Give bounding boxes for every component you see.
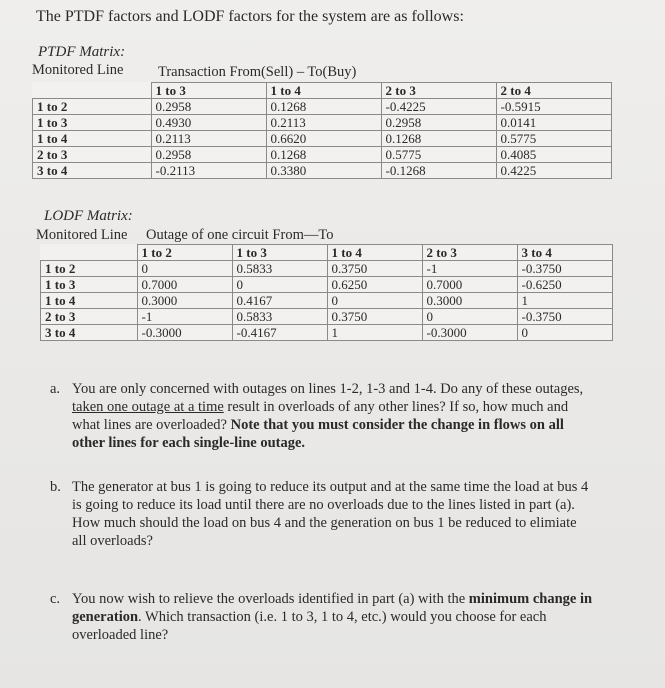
question-c-letter: c.	[50, 591, 61, 607]
ptdf-row-header: 1 to 4	[33, 131, 152, 147]
lodf-cell: -0.3000	[137, 325, 232, 341]
lodf-cell: 0.4167	[232, 293, 327, 309]
lodf-cell: 0.7000	[422, 277, 517, 293]
question-c-line3: overloaded line?	[72, 627, 169, 643]
lodf-outage-label: Outage of one circuit From—To	[146, 227, 334, 243]
lodf-cell: 0.3000	[137, 293, 232, 309]
lodf-cell: -1	[422, 261, 517, 277]
question-a-line4	[72, 434, 583, 452]
ptdf-row-header: 2 to 3	[33, 147, 152, 163]
ptdf-transaction-label: Transaction From(Sell) – To(Buy)	[158, 64, 357, 80]
ptdf-col-header: 2 to 4	[496, 83, 611, 99]
lodf-cell: 0.7000	[137, 277, 232, 293]
question-c-line2-rest: . Which transaction (i.e. 1 to 3, 1 to 4, etc.) would you choose for each	[138, 609, 547, 625]
lodf-cell: -0.3750	[517, 309, 612, 325]
question-c-line1	[72, 590, 592, 608]
lodf-cell: 0	[422, 309, 517, 325]
lodf-row-header: 1 to 4	[41, 293, 138, 309]
ptdf-cell: -0.2113	[151, 163, 266, 179]
table-row	[33, 115, 612, 131]
ptdf-row-header: 1 to 3	[33, 115, 152, 131]
table-row	[33, 131, 612, 147]
table-row	[41, 293, 613, 309]
lodf-col-header: 2 to 3	[422, 245, 517, 261]
ptdf-cell: 0.2958	[151, 147, 266, 163]
ptdf-cell: 0.6620	[266, 131, 381, 147]
question-a-underlined: taken one outage at a time	[72, 399, 224, 415]
table-row	[41, 261, 613, 277]
question-a-line2-rest: result in overloads of any other lines? If so, how much and	[223, 399, 569, 415]
ptdf-cell: 0.0141	[496, 115, 611, 131]
ptdf-row-header: 1 to 2	[33, 99, 152, 115]
lodf-cell: 0	[137, 261, 232, 277]
ptdf-cell: 0.2113	[266, 115, 381, 131]
ptdf-cell: 0.3380	[266, 163, 381, 179]
ptdf-col-header: 1 to 4	[266, 83, 381, 99]
question-b-line4: all overloads?	[72, 533, 153, 549]
lodf-col-header: 1 to 3	[232, 245, 327, 261]
question-b-line3: How much should the load on bus 4 and the generation on bus 1 be reduced to elimiate	[72, 515, 577, 531]
ptdf-corner	[33, 83, 152, 99]
lodf-cell: 0	[232, 277, 327, 293]
ptdf-cell: 0.4225	[496, 163, 611, 179]
question-b-line2: is going to reduce its load until there are no overloads due to the lines listed in part (a).	[72, 497, 575, 513]
ptdf-cell: -0.4225	[381, 99, 496, 115]
question-c	[50, 590, 650, 652]
lodf-row-header: 1 to 3	[41, 277, 138, 293]
lodf-cell: 0	[327, 293, 422, 309]
ptdf-cell: 0.5775	[381, 147, 496, 163]
ptdf-cell: 0.2958	[151, 99, 266, 115]
lodf-row-header: 3 to 4	[41, 325, 138, 341]
table-row	[41, 309, 613, 325]
lodf-cell: -0.3750	[517, 261, 612, 277]
ptdf-cell: 0.5775	[496, 131, 611, 147]
question-a-note: Note that you must consider the change in flows on all	[230, 417, 564, 433]
question-b-line1: The generator at bus 1 is going to reduce its output and at the same time the load at bus 4	[72, 479, 589, 495]
lodf-cell: 0.3750	[327, 309, 422, 325]
ptdf-cell: 0.2113	[151, 131, 266, 147]
lodf-cell: 0.5833	[232, 261, 327, 277]
ptdf-cell: 0.4930	[151, 115, 266, 131]
question-b	[50, 478, 650, 558]
lodf-cell: 0.3750	[327, 261, 422, 277]
ptdf-cell: -0.5915	[496, 99, 611, 115]
question-a-line3-start: what lines are overloaded?	[72, 417, 231, 433]
lodf-cell: -1	[137, 309, 232, 325]
lodf-title: LODF Matrix:	[44, 208, 133, 224]
question-c-line1-start: You now wish to relieve the overloads identified in part (a) with the	[72, 591, 469, 607]
question-a-letter: a.	[50, 381, 61, 397]
lodf-corner	[41, 245, 138, 261]
question-a-line3	[72, 416, 583, 434]
ptdf-monitored-label: Monitored Line	[32, 62, 124, 78]
lodf-col-header: 3 to 4	[517, 245, 612, 261]
ptdf-row-header: 3 to 4	[33, 163, 152, 179]
question-c-line2	[72, 608, 592, 626]
lodf-header-row	[41, 245, 613, 261]
table-row	[33, 99, 612, 115]
lodf-cell: 0.5833	[232, 309, 327, 325]
lodf-row-header: 1 to 2	[41, 261, 138, 277]
question-c-bold1: minimum change in	[468, 591, 593, 607]
question-a-line2	[72, 398, 583, 416]
lodf-cell: 0.3000	[422, 293, 517, 309]
table-row	[33, 147, 612, 163]
ptdf-cell: 0.2958	[381, 115, 496, 131]
ptdf-cell: 0.1268	[381, 131, 496, 147]
lodf-cell: -0.6250	[517, 277, 612, 293]
question-a-line1: You are only concerned with outages on lines 1-2, 1-3 and 1-4. Do any of these outages,	[72, 381, 584, 397]
question-a	[50, 380, 650, 460]
ptdf-table	[32, 82, 612, 179]
lodf-cell: -0.4167	[232, 325, 327, 341]
lodf-cell: 1	[327, 325, 422, 341]
question-a-note-end: other lines for each single-line outage.	[72, 435, 306, 451]
table-row	[33, 163, 612, 179]
intro-text: The PTDF factors and LODF factors for the system are as follows:	[36, 8, 464, 25]
question-c-bold2: generation	[72, 609, 139, 625]
lodf-col-header: 1 to 2	[137, 245, 232, 261]
ptdf-header-row	[33, 83, 612, 99]
question-b-letter: b.	[50, 479, 61, 495]
lodf-col-header: 1 to 4	[327, 245, 422, 261]
lodf-cell: -0.3000	[422, 325, 517, 341]
lodf-row-header: 2 to 3	[41, 309, 138, 325]
ptdf-cell: 0.1268	[266, 147, 381, 163]
ptdf-col-header: 1 to 3	[151, 83, 266, 99]
ptdf-cell: -0.1268	[381, 163, 496, 179]
lodf-table	[40, 244, 613, 341]
table-row	[41, 325, 613, 341]
lodf-monitored-label: Monitored Line	[36, 227, 128, 243]
lodf-cell: 0	[517, 325, 612, 341]
ptdf-title: PTDF Matrix:	[38, 44, 126, 60]
lodf-cell: 1	[517, 293, 612, 309]
lodf-cell: 0.6250	[327, 277, 422, 293]
table-row	[41, 277, 613, 293]
ptdf-col-header: 2 to 3	[381, 83, 496, 99]
ptdf-cell: 0.1268	[266, 99, 381, 115]
ptdf-cell: 0.4085	[496, 147, 611, 163]
